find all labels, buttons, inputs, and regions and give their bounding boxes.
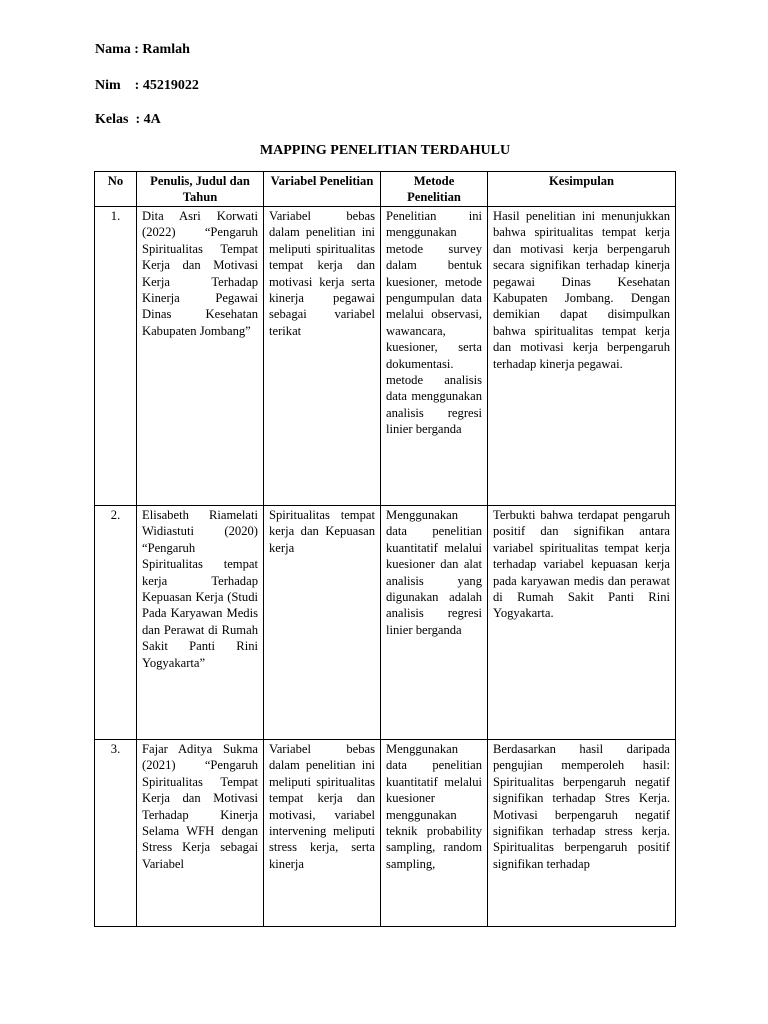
column-header-no: No: [95, 172, 137, 207]
column-header-conclusion: Kesimpulan: [488, 172, 676, 207]
column-header-author: Penulis, Judul dan Tahun: [137, 172, 264, 207]
cell-author: Elisabeth Riamelati Widiastuti (2020) “Pengaruh Spiritualitas tempat kerja Terhadap Kepuasan Kerja (Studi Pada Karyawan Medis dan Perawat di Rumah Sakit Panti Rini Yogyakarta”: [137, 506, 264, 740]
research-mapping-table: [94, 171, 676, 927]
cell-author: Dita Asri Korwati (2022) “Pengaruh Spiritualitas Tempat Kerja dan Motivasi Kerja Terhadap Kinerja Pegawai Dinas Kesehatan Kabupaten Jombang”: [137, 207, 264, 506]
class-field: Kelas : 4A: [95, 112, 161, 127]
table-row: [95, 207, 676, 506]
table-row: [95, 740, 676, 927]
cell-method: Penelitian ini menggunakan metode survey dalam bentuk kuesioner, metode pengumpulan data melalui observasi, wawancara, kuesioner, serta dokumentasi. metode analisis data menggunakan analisis regresi linier berganda: [381, 207, 488, 506]
cell-conclusion: Terbukti bahwa terdapat pengaruh positif dan signifikan antara variabel spiritualitas tempat kerja terhadap variabel kepuasan kerja pada karyawan medis dan perawat di Rumah Sakit Panti Rini Yogyakarta.: [488, 506, 676, 740]
document-title: MAPPING PENELITIAN TERDAHULU: [259, 143, 511, 158]
nim-field: Nim : 45219022: [95, 78, 199, 93]
table-row: [95, 506, 676, 740]
cell-variable: Variabel bebas dalam penelitian ini meliputi spiritualitas tempat kerja dan motivasi, variabel intervening meliputi stress kerja, serta kinerja: [264, 740, 381, 927]
cell-variable: Variabel bebas dalam penelitian ini meliputi spiritualitas tempat kerja dan motivasi kerja serta kinerja pegawai sebagai variabel terikat: [264, 207, 381, 506]
cell-method: Menggunakan data penelitian kuantitatif melalui kuesioner menggunakan teknik probability sampling, random sampling,: [381, 740, 488, 927]
cell-conclusion: Berdasarkan hasil daripada pengujian memperoleh hasil: Spiritualitas berpengaruh negatif signifikan terhadap Stres Kerja. Motivasi berpengaruh negatif signifikan terhadap stress kerja. Spiritualitas berpengaruh positif signifikan terhadap: [488, 740, 676, 927]
cell-conclusion: Hasil penelitian ini menunjukkan bahwa spiritualitas tempat kerja dan motivasi kerja berpengaruh secara signifikan terhadap kinerja pegawai Dinas Kesehatan Kabupaten Jombang. Dengan demikian dapat disimpulkan bahwa spiritualitas tempat kerja dan motivasi kerja berpengaruh terhadap kinerja pegawai.: [488, 207, 676, 506]
cell-no: 1.: [95, 207, 137, 506]
cell-method: Menggunakan data penelitian kuantitatif melalui kuesioner dan alat analisis yang digunakan adalah analisis regresi linier berganda: [381, 506, 488, 740]
column-header-method: Metode Penelitian: [381, 172, 488, 207]
table-header-row: [95, 172, 676, 207]
name-field: Nama : Ramlah: [95, 42, 190, 57]
cell-author: Fajar Aditya Sukma (2021) “Pengaruh Spiritualitas Tempat Kerja dan Motivasi Terhadap Kinerja Selama WFH dengan Stress Kerja sebagai Variabel: [137, 740, 264, 927]
column-header-variable: Variabel Penelitian: [264, 172, 381, 207]
cell-no: 2.: [95, 506, 137, 740]
cell-variable: Spiritualitas tempat kerja dan Kepuasan kerja: [264, 506, 381, 740]
cell-no: 3.: [95, 740, 137, 927]
